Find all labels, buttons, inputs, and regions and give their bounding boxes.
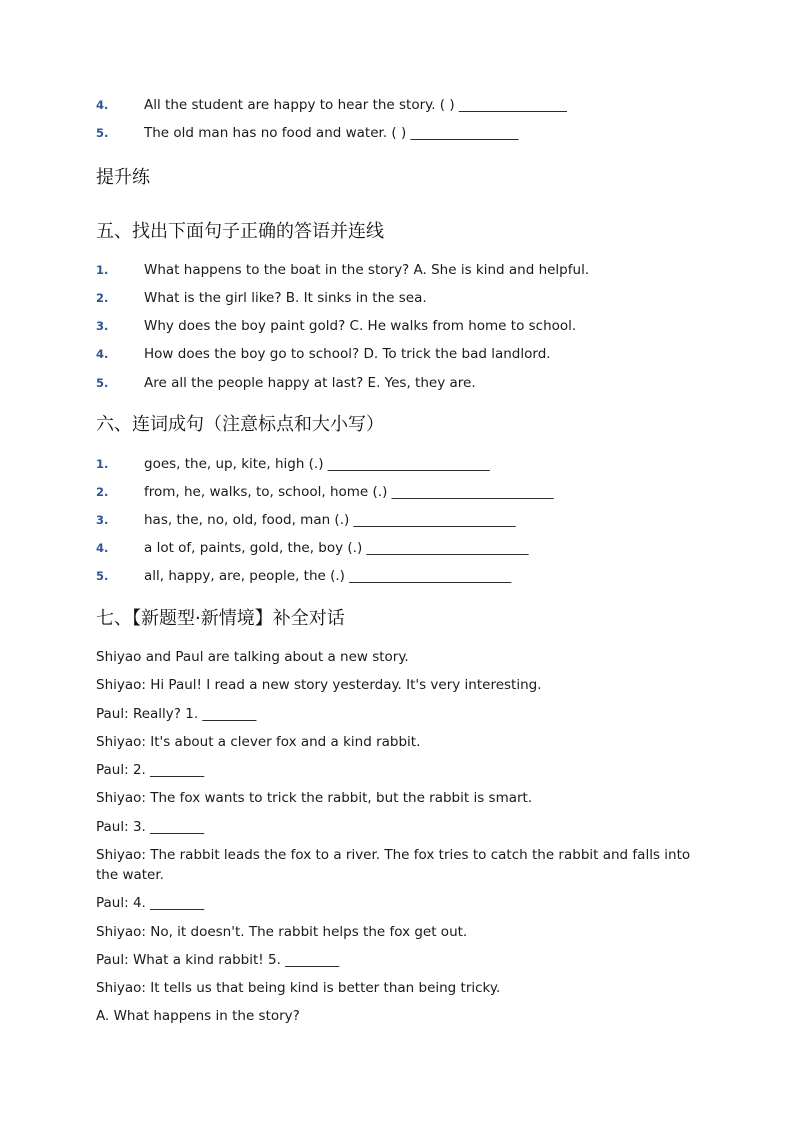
item-number: 5.	[96, 126, 109, 140]
section-5-title: 五、找出下面句子正确的答语并连线	[96, 221, 384, 242]
item-number: 3.	[96, 319, 109, 333]
item-number: 1.	[96, 263, 109, 277]
item-text: all, happy, are, people, the (.) ________________________	[144, 568, 512, 584]
dialogue-line: Paul: 3. ________	[96, 819, 205, 835]
section-7-title: 七、【新题型·新情境】补全对话	[96, 608, 345, 629]
dialogue-line: Paul: What a kind rabbit! 5. ________	[96, 952, 340, 968]
dialogue-line: Paul: 2. ________	[96, 762, 205, 778]
option-line: A. What happens in the story?	[96, 1008, 300, 1024]
item-number: 4.	[96, 347, 109, 361]
item-text: Are all the people happy at last? E. Yes, they are.	[144, 375, 476, 391]
item-number: 4.	[96, 541, 109, 555]
dialogue-line: Paul: 4. ________	[96, 895, 205, 911]
item-number: 4.	[96, 98, 109, 112]
item-number: 3.	[96, 513, 109, 527]
item-text: How does the boy go to school? D. To trick the bad landlord.	[144, 346, 551, 362]
dialogue-line: Shiyao: The fox wants to trick the rabbit, but the rabbit is smart.	[96, 790, 533, 806]
dialogue-line: Shiyao: Hi Paul! I read a new story yesterday. It's very interesting.	[96, 677, 542, 693]
item-text: from, he, walks, to, school, home (.) ________________________	[144, 484, 554, 500]
item-number: 5.	[96, 376, 109, 390]
item-number: 2.	[96, 291, 109, 305]
dialogue-line: Shiyao: It tells us that being kind is better than being tricky.	[96, 980, 501, 996]
dialogue-line: Paul: Really? 1. ________	[96, 706, 257, 722]
item-text: Why does the boy paint gold? C. He walks from home to school.	[144, 318, 577, 334]
dialogue-line: Shiyao: The rabbit leads the fox to a river. The fox tries to catch the rabbit and falls into the water.	[96, 847, 691, 883]
item-number: 5.	[96, 569, 109, 583]
item-text: a lot of, paints, gold, the, boy (.) ________________________	[144, 540, 529, 556]
item-text: The old man has no food and water. ( ) ________________	[144, 125, 519, 141]
item-text: What is the girl like? B. It sinks in the sea.	[144, 290, 427, 306]
item-text: What happens to the boat in the story? A. She is kind and helpful.	[144, 262, 590, 278]
dialogue-line: Shiyao and Paul are talking about a new story.	[96, 649, 409, 665]
item-text: goes, the, up, kite, high (.) ________________________	[144, 456, 490, 472]
item-number: 2.	[96, 485, 109, 499]
item-text: All the student are happy to hear the story. ( ) ________________	[144, 97, 567, 113]
dialogue-line: Shiyao: No, it doesn't. The rabbit helps the fox get out.	[96, 924, 468, 940]
item-number: 1.	[96, 457, 109, 471]
dialogue-line: Shiyao: It's about a clever fox and a kind rabbit.	[96, 734, 421, 750]
item-text: has, the, no, old, food, man (.) ________________________	[144, 512, 516, 528]
section-6-title: 六、连词成句（注意标点和大小写）	[96, 414, 384, 435]
section-heading-improve: 提升练	[96, 167, 150, 188]
